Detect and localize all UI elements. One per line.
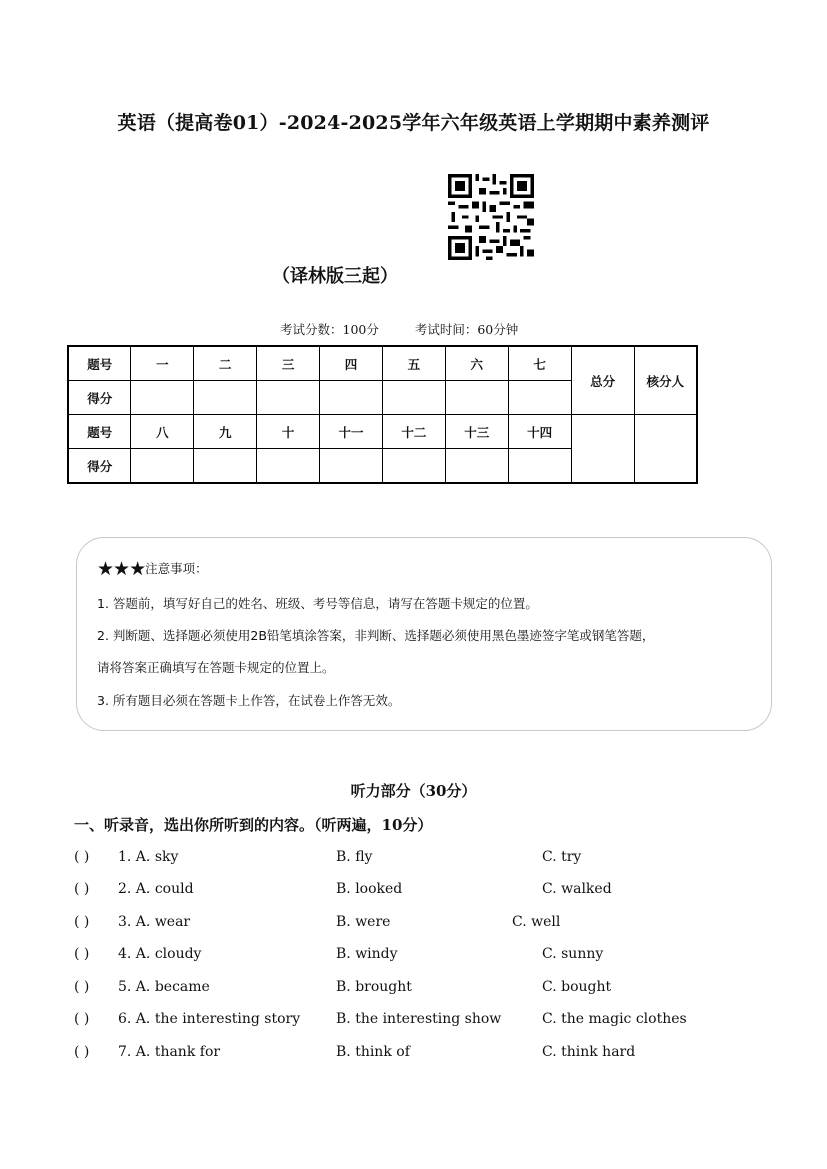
exam-meta bbox=[280, 320, 518, 338]
option-a: 1. A. sky bbox=[118, 849, 179, 865]
exam-score: 考试分数：100分 bbox=[280, 322, 379, 337]
option-c: C. bought bbox=[542, 979, 612, 995]
question-number: 八 bbox=[131, 415, 194, 449]
score-cell bbox=[194, 381, 257, 415]
question-row bbox=[74, 849, 774, 871]
exam-time: 考试时间：60分钟 bbox=[414, 322, 519, 337]
answer-blank[interactable]: ( ) bbox=[74, 979, 90, 995]
option-a: 5. A. became bbox=[118, 979, 210, 995]
score-table bbox=[67, 345, 698, 484]
option-a: 4. A. cloudy bbox=[118, 946, 202, 962]
table-row bbox=[68, 415, 697, 449]
option-a: 6. A. the interesting story bbox=[118, 1011, 301, 1027]
star-icons: ★★★ bbox=[97, 558, 146, 580]
question-number: 一 bbox=[131, 346, 194, 381]
qr-code bbox=[448, 174, 534, 260]
score-cell bbox=[508, 381, 571, 415]
score-cell bbox=[131, 381, 194, 415]
answer-blank[interactable]: ( ) bbox=[74, 881, 90, 897]
question-row bbox=[74, 979, 774, 1001]
question-number: 四 bbox=[320, 346, 383, 381]
question-row bbox=[74, 1011, 774, 1033]
answer-blank[interactable]: ( ) bbox=[74, 914, 90, 930]
notice-title: 注意事项： bbox=[145, 561, 208, 576]
option-c: C. walked bbox=[542, 881, 612, 897]
part1-heading: 一、听录音，选出你所听到的内容。（听两遍，10分） bbox=[74, 816, 433, 834]
question-number: 十一 bbox=[320, 415, 383, 449]
option-b: B. windy bbox=[336, 946, 398, 962]
notice-item: 请将答案正确填写在答题卡规定的位置上。 bbox=[97, 660, 335, 675]
option-c: C. the magic clothes bbox=[542, 1011, 687, 1027]
option-c: C. well bbox=[512, 914, 561, 930]
grader-label: 核分人 bbox=[634, 346, 697, 415]
question-number: 十三 bbox=[445, 415, 508, 449]
notice-heading bbox=[97, 558, 208, 580]
row-label: 得分 bbox=[68, 381, 131, 415]
question-row bbox=[74, 1044, 774, 1066]
score-cell bbox=[445, 449, 508, 484]
option-b: B. think of bbox=[336, 1044, 410, 1060]
score-cell bbox=[194, 449, 257, 484]
question-number: 二 bbox=[194, 346, 257, 381]
question-row bbox=[74, 946, 774, 968]
row-label: 题号 bbox=[68, 415, 131, 449]
notice-item: 3. 所有题目必须在答题卡上作答，在试卷上作答无效。 bbox=[97, 693, 401, 708]
score-cell bbox=[131, 449, 194, 484]
question-row bbox=[74, 881, 774, 903]
question-number: 十二 bbox=[382, 415, 445, 449]
question-number: 九 bbox=[194, 415, 257, 449]
score-cell bbox=[445, 381, 508, 415]
option-a: 3. A. wear bbox=[118, 914, 191, 930]
notice-box bbox=[76, 537, 772, 731]
option-b: B. looked bbox=[336, 881, 403, 897]
option-c: C. try bbox=[542, 849, 582, 865]
question-row bbox=[74, 914, 774, 936]
option-c: C. think hard bbox=[542, 1044, 636, 1060]
total-score-cell bbox=[571, 415, 634, 484]
row-label: 题号 bbox=[68, 346, 131, 381]
total-label: 总分 bbox=[571, 346, 634, 415]
answer-blank[interactable]: ( ) bbox=[74, 946, 90, 962]
score-cell bbox=[320, 381, 383, 415]
question-number: 七 bbox=[508, 346, 571, 381]
option-b: B. were bbox=[336, 914, 391, 930]
option-b: B. the interesting show bbox=[336, 1011, 502, 1027]
score-cell bbox=[320, 449, 383, 484]
answer-blank[interactable]: ( ) bbox=[74, 849, 90, 865]
notice-item: 2. 判断题、选择题必须使用2B铅笔填涂答案，非判断、选择题必须使用黑色墨迹签字笔或钢笔答题， bbox=[97, 628, 655, 643]
page-title: 英语（提高卷01）-2024-2025学年六年级英语上学期期中素养测评 bbox=[117, 112, 710, 134]
option-b: B. fly bbox=[336, 849, 373, 865]
question-number: 六 bbox=[445, 346, 508, 381]
score-cell bbox=[508, 449, 571, 484]
answer-blank[interactable]: ( ) bbox=[74, 1044, 90, 1060]
option-a: 2. A. could bbox=[118, 881, 194, 897]
score-cell bbox=[382, 381, 445, 415]
option-b: B. brought bbox=[336, 979, 412, 995]
edition-label: （译林版三起） bbox=[272, 266, 398, 287]
listening-section-title: 听力部分（30分） bbox=[350, 782, 477, 800]
score-cell bbox=[257, 449, 320, 484]
answer-blank[interactable]: ( ) bbox=[74, 1011, 90, 1027]
grader-cell bbox=[634, 415, 697, 484]
score-cell bbox=[382, 449, 445, 484]
question-number: 十 bbox=[257, 415, 320, 449]
table-row bbox=[68, 346, 697, 381]
question-number: 三 bbox=[257, 346, 320, 381]
option-c: C. sunny bbox=[542, 946, 604, 962]
question-number: 十四 bbox=[508, 415, 571, 449]
score-cell bbox=[257, 381, 320, 415]
notice-item: 1. 答题前，填写好自己的姓名、班级、考号等信息，请写在答题卡规定的位置。 bbox=[97, 596, 538, 611]
row-label: 得分 bbox=[68, 449, 131, 484]
question-number: 五 bbox=[382, 346, 445, 381]
option-a: 7. A. thank for bbox=[118, 1044, 221, 1060]
